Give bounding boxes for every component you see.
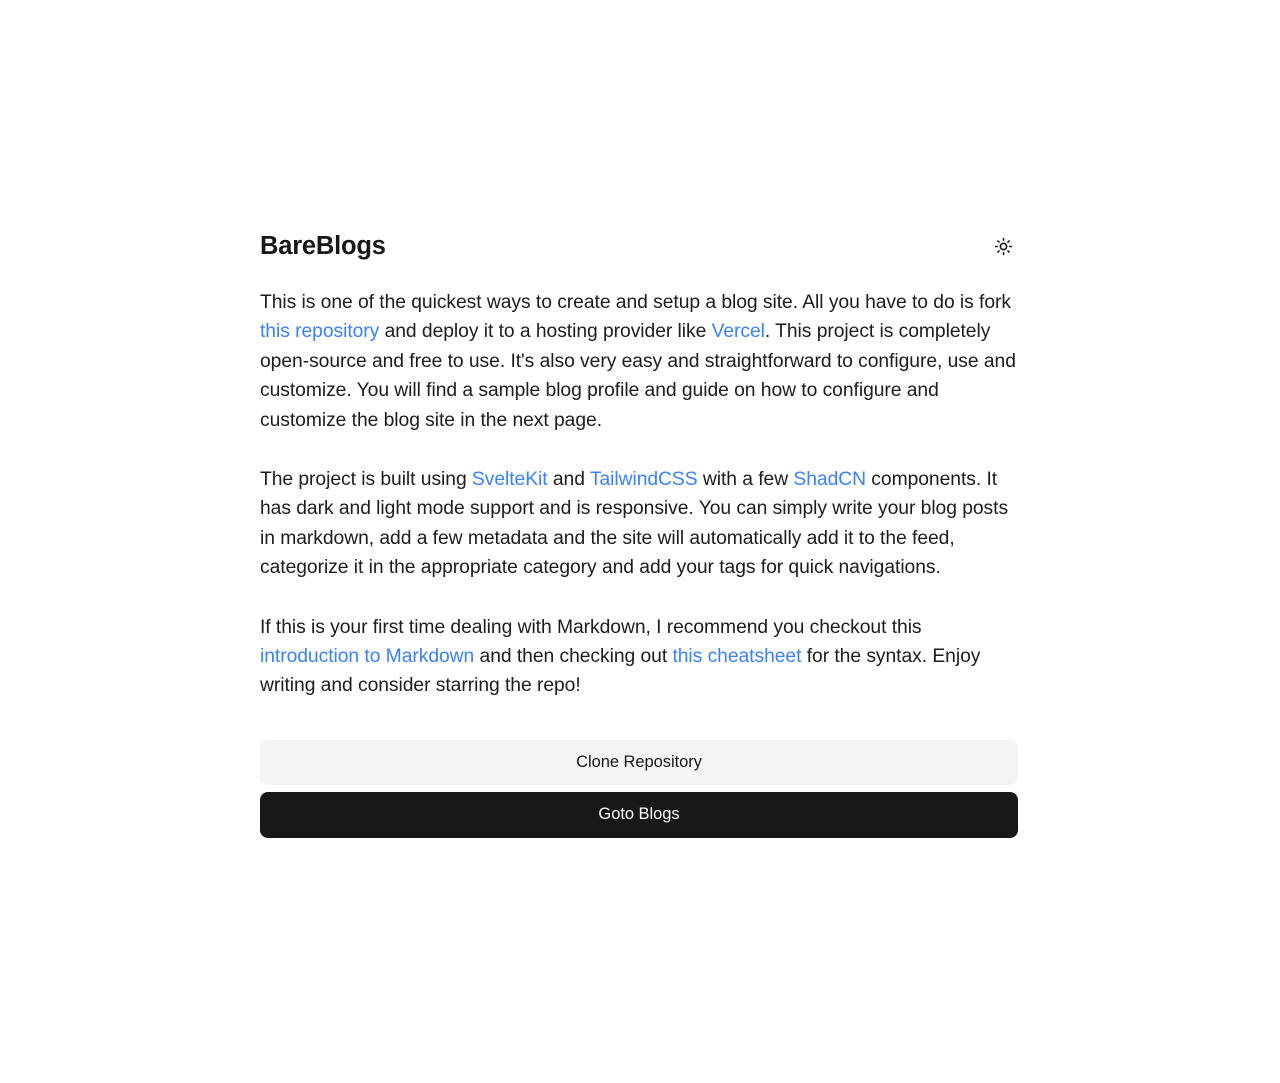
paragraph-intro: This is one of the quickest ways to create and setup a blog site. All you have to do is fork this repository and deploy it to a hosting provider like Vercel. This project is completely open-source and free to use. It's also very easy and straightforward to configure, use and customize. You will find a sample blog profile and guide on how to configure and customize the blog site in the next page.	[260, 292, 1016, 431]
goto-blogs-button[interactable]: Goto Blogs	[260, 792, 1018, 838]
link-introduction-to-markdown[interactable]: introduction to Markdown	[260, 646, 475, 668]
content-container	[260, 224, 1018, 838]
action-buttons	[260, 740, 1018, 838]
page-title: BareBlogs	[260, 231, 386, 260]
paragraph-markdown-help: If this is your first time dealing with Markdown, I recommend you checkout this introduction to Markdown and then checking out this cheatsheet for the syntax. Enjoy writing and consider starring the repo!	[260, 616, 981, 697]
link-this-repository[interactable]: this repository	[260, 321, 380, 343]
paragraph-stack: The project is built using SvelteKit and TailwindCSS with a few ShadCN components. It has dark and light mode support and is responsive. You can simply write your blog posts in markdown, add a few metadata and the site will automatically add it to the feed, categorize it in the appropriate category and add your tags for quick navigations.	[260, 469, 1009, 579]
sun-icon	[994, 237, 1013, 256]
site-header	[260, 224, 1018, 268]
article-body	[260, 288, 1018, 701]
link-this-cheatsheet[interactable]: this cheatsheet	[672, 646, 802, 668]
link-vercel[interactable]: Vercel	[711, 321, 765, 343]
link-tailwindcss[interactable]: TailwindCSS	[589, 469, 698, 491]
link-shadcn[interactable]: ShadCN	[793, 469, 866, 491]
theme-toggle-button[interactable]	[988, 231, 1018, 261]
link-sveltekit[interactable]: SvelteKit	[471, 469, 548, 491]
clone-repository-button[interactable]: Clone Repository	[260, 740, 1018, 785]
